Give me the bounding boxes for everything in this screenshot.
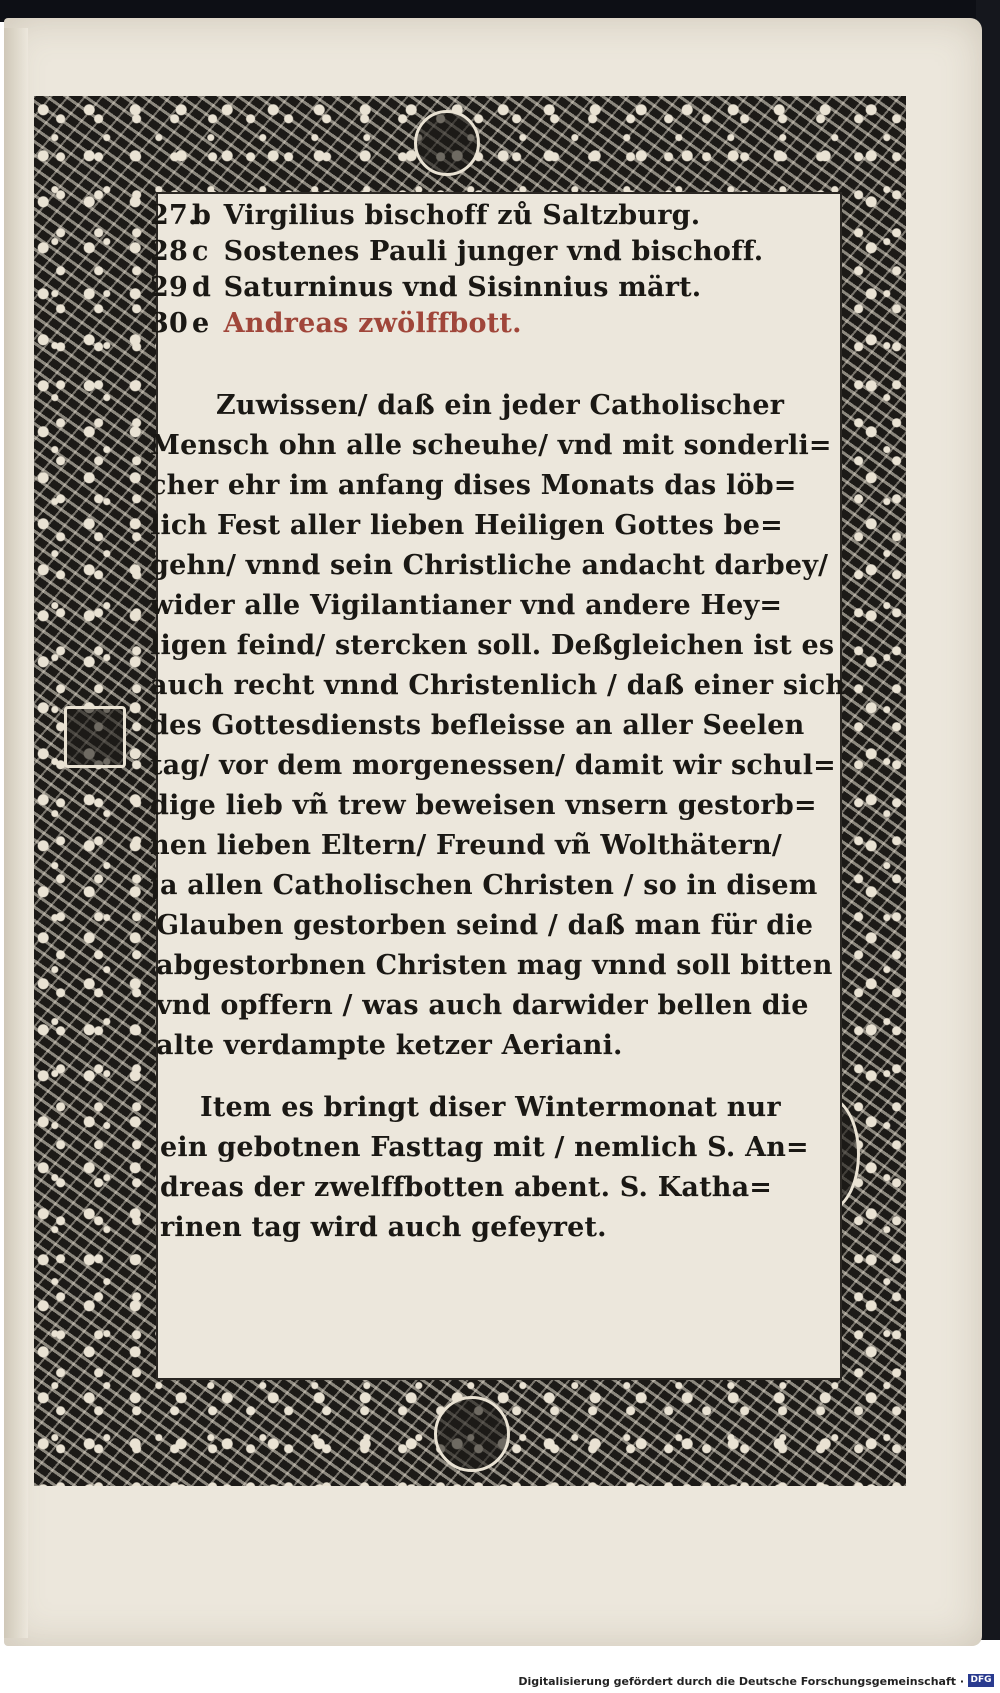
text-line: dreas der zwelffbotten abent. S. Katha= [160,1172,773,1203]
calendar-letter: c [192,236,209,267]
border-medallion-bottom [434,1396,510,1472]
text-line: auch recht vnnd Christenlich / daß einer sich [150,670,846,701]
text-line: nen lieben Eltern/ Freund vñ Wolthätern/ [150,830,782,861]
text-line: abgestorbnen Christen mag vnnd soll bitten [156,950,833,981]
calendar-letter: b [192,200,212,231]
page-gutter [4,28,28,1638]
calendar-saint: Virgilius bischoff zů Saltzburg. [223,200,701,231]
text-line: cher ehr im anfang dises Monats das löb= [150,470,797,501]
calendar-letter: e [192,308,210,339]
text-line: des Gottesdiensts befleisse an aller Seelen [150,710,805,741]
calendar-saint: Sostenes Pauli junger vnd bischoff. [223,236,764,267]
text-line: ligen feind/ stercken soll. Deßgleichen ist es [150,630,835,661]
calendar-day: 27. [150,200,198,231]
text-line: Item es bringt diser Wintermonat nur [200,1092,781,1123]
calendar-entry [150,304,522,344]
calendar-day: 28 [150,236,188,267]
text-line: wider alle Vigilantianer vnd andere Hey= [150,590,783,621]
text-line: rinen tag wird auch gefeyret. [160,1212,607,1243]
calendar-saint: Saturninus vnd Sisinnius märt. [223,272,702,303]
calendar-entry [150,196,700,236]
text-line: ein gebotnen Fasttag mit / nemlich S. An= [160,1132,809,1163]
calendar-day: 30 [150,308,188,339]
text-line: lich Fest aller lieben Heiligen Gottes be= [150,510,783,541]
text-line: tag/ vor dem morgenessen/ damit wir schul= [150,750,836,781]
text-line: Zuwissen/ daß ein jeder Catholischer [216,390,785,421]
calendar-day: 29 [150,272,188,303]
text-line: ja allen Catholischen Christen / so in disem [150,870,818,901]
text-line: vnd opffern / was auch darwider bellen die [156,990,809,1021]
text-line: Mensch ohn alle scheuhe/ vnd mit sonderli= [150,430,832,461]
text-line: gehn/ vnnd sein Christliche andacht darbey/ [150,550,829,581]
border-medallion-left [64,706,126,768]
digitization-credit: Digitalisierung gefördert durch die Deutsche Forschungsgemeinschaft · [518,1675,964,1688]
text-line: Glauben gestorben seind / daß man für die [156,910,814,941]
calendar-saint-rubric: Andreas zwölffbott. [223,308,522,339]
text-line: alte verdampte ketzer Aeriani. [156,1030,623,1061]
calendar-entry [150,268,701,308]
border-medallion-top [414,110,480,176]
dfg-logo: DFG [968,1674,994,1687]
calendar-entry [150,232,763,272]
text-line: dige lieb vñ trew beweisen vnsern gestorb= [150,790,817,821]
calendar-letter: d [192,272,212,303]
